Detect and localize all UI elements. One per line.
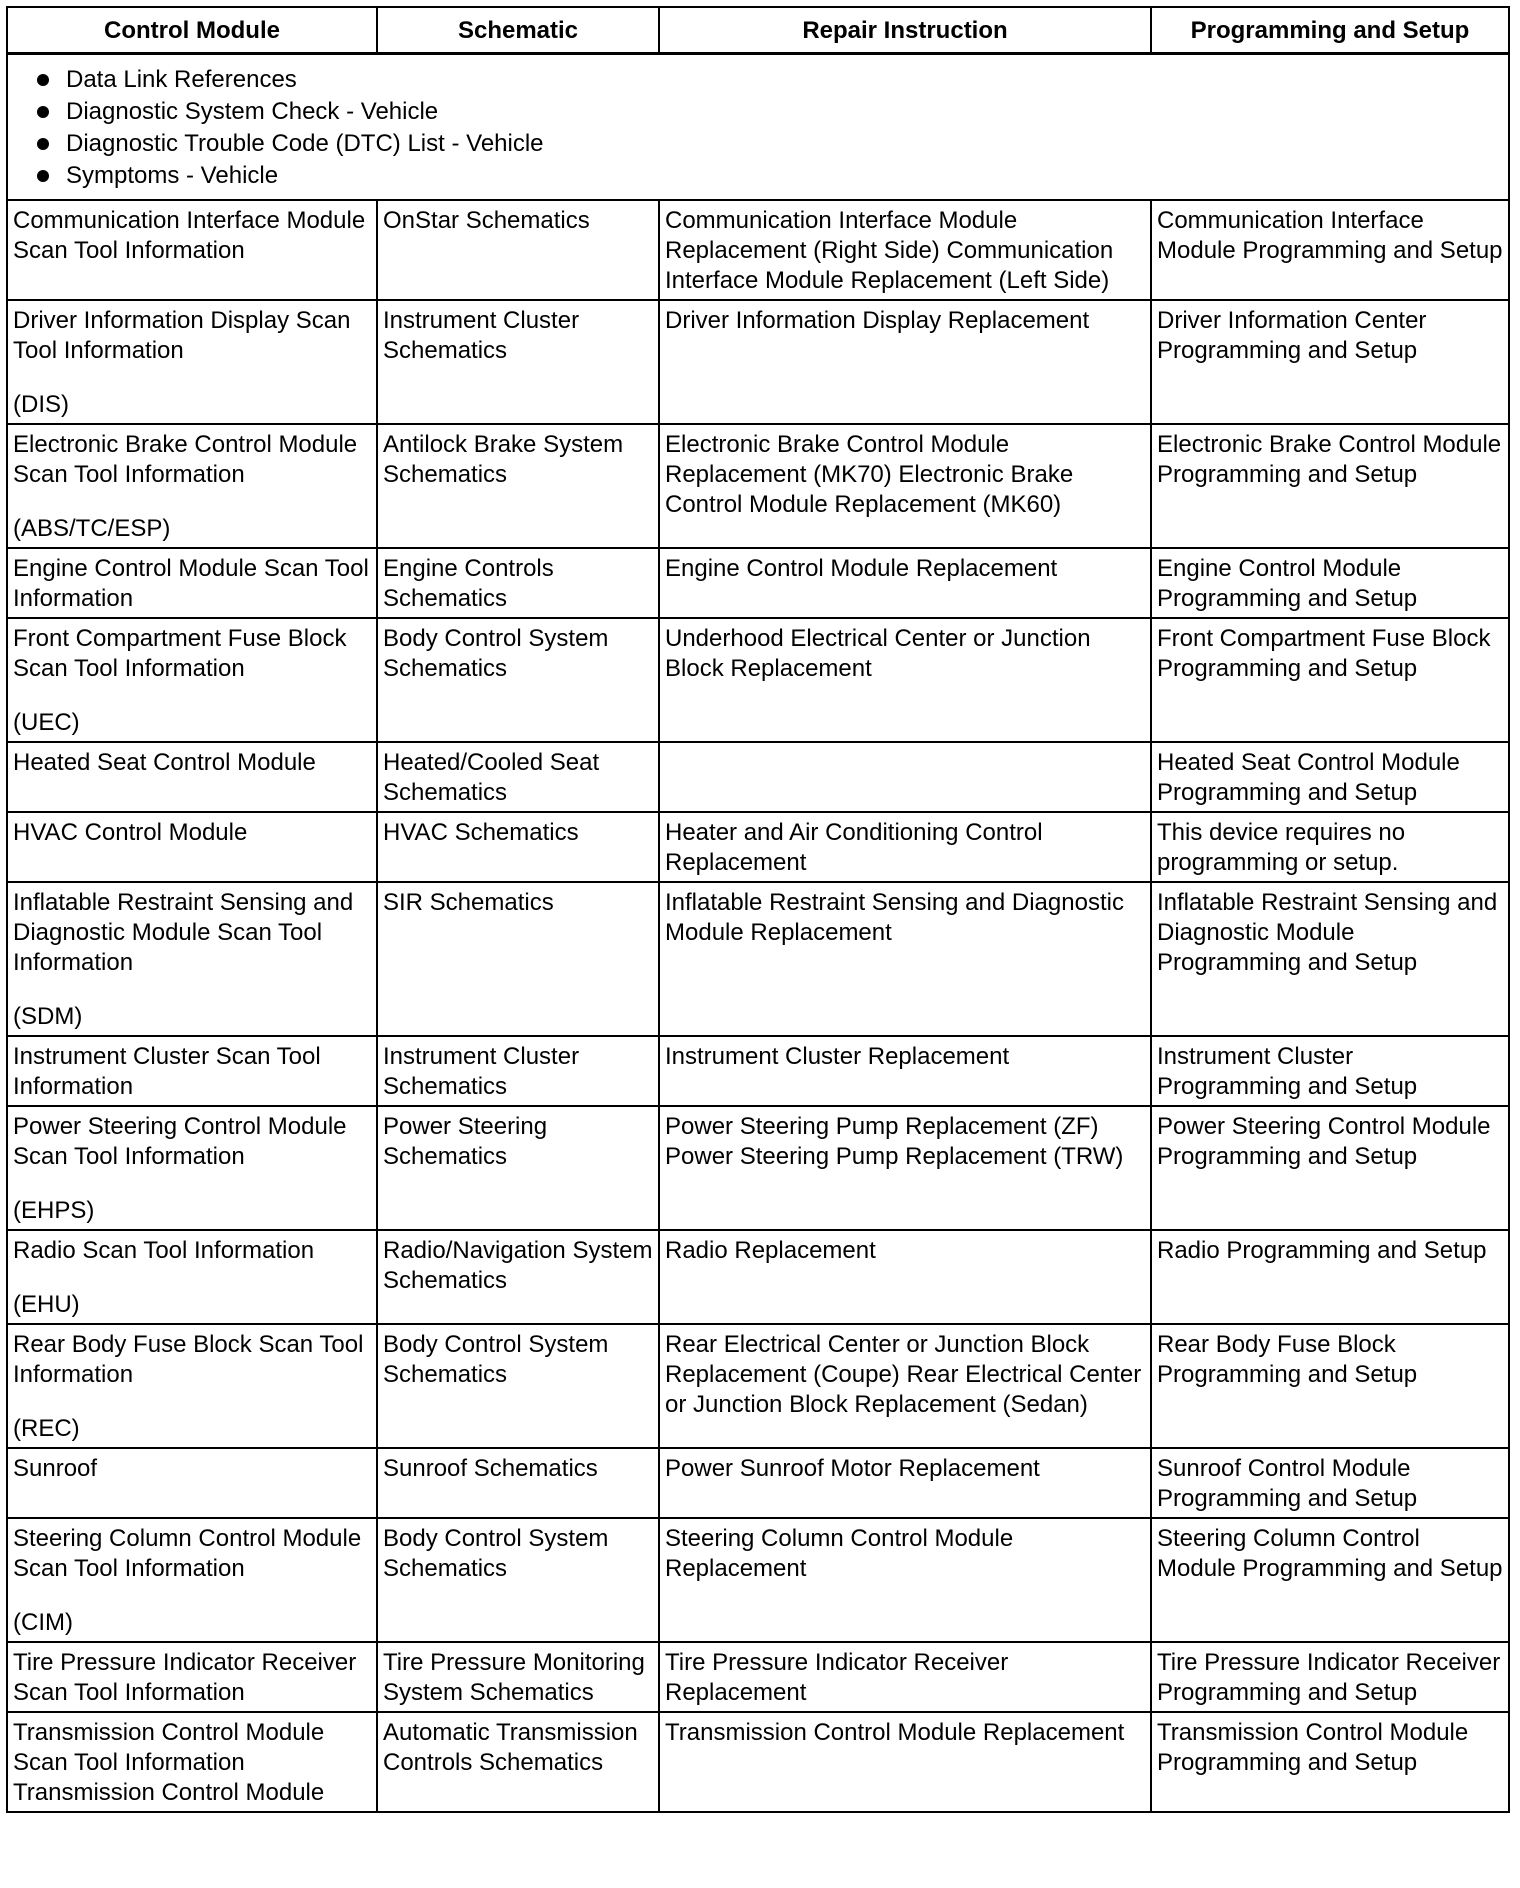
schematic-link[interactable]: Radio/Navigation System Schematics <box>383 1237 653 1294</box>
header-control-module: Control Module <box>7 7 377 54</box>
programming-and-setup-cell <box>1151 882 1509 1036</box>
repair-instruction-cell <box>659 300 1151 424</box>
programming-and-setup-link[interactable]: Inflatable Restraint Sensing and Diagnostic Module Programming and Setup <box>1157 889 1498 976</box>
bullet-icon <box>37 74 49 86</box>
schematic-link[interactable]: Antilock Brake System Schematics <box>383 431 624 488</box>
programming-and-setup-cell <box>1151 1230 1509 1324</box>
control-module-link[interactable]: Driver Information Display Scan Tool Information <box>13 307 351 364</box>
repair-instruction-cell <box>659 424 1151 548</box>
module-abbreviation: (ABS/TC/ESP) <box>13 515 171 542</box>
schematic-cell <box>377 1324 659 1448</box>
repair-instruction-cell <box>659 1036 1151 1106</box>
table-row <box>7 1230 1509 1324</box>
schematic-link[interactable]: Sunroof Schematics <box>383 1455 598 1482</box>
table-row <box>7 812 1509 882</box>
schematic-cell <box>377 200 659 300</box>
module-abbreviation: (EHU) <box>13 1291 80 1318</box>
spacer <box>13 1584 371 1608</box>
header-programming-and-setup: Programming and Setup <box>1151 7 1509 54</box>
schematic-link[interactable]: Power Steering Schematics <box>383 1113 548 1170</box>
schematic-cell <box>377 812 659 882</box>
control-module-cell <box>7 1712 377 1812</box>
control-module-cell <box>7 300 377 424</box>
programming-and-setup-link[interactable]: Radio Programming and Setup <box>1157 1237 1487 1264</box>
repair-instruction-link[interactable]: Rear Electrical Center or Junction Block Replacement (Coupe) Rear Electrical Center or Junction Block Replacement (Sedan) <box>665 1331 1142 1418</box>
control-module-cell <box>7 1448 377 1518</box>
repair-instruction-cell <box>659 1106 1151 1230</box>
control-module-cell <box>7 424 377 548</box>
control-module-link[interactable]: Instrument Cluster Scan Tool Information <box>13 1043 321 1100</box>
programming-and-setup-cell <box>1151 1712 1509 1812</box>
schematic-cell <box>377 1518 659 1642</box>
repair-instruction-link[interactable]: Electronic Brake Control Module Replacement (MK70) Electronic Brake Control Module Replacement (MK60) <box>665 431 1074 518</box>
control-module-cell <box>7 1518 377 1642</box>
schematic-cell <box>377 742 659 812</box>
spacer <box>13 684 371 708</box>
table-row <box>7 1324 1509 1448</box>
control-module-link[interactable]: Inflatable Restraint Sensing and Diagnostic Module Scan Tool Information <box>13 889 354 976</box>
table-row <box>7 548 1509 618</box>
spacer <box>13 490 371 514</box>
repair-instruction-cell <box>659 882 1151 1036</box>
module-abbreviation: (DIS) <box>13 391 69 418</box>
control-module-cell <box>7 1324 377 1448</box>
control-module-link[interactable]: Communication Interface Module Scan Tool Information <box>13 207 366 264</box>
header-repair-instruction: Repair Instruction <box>659 7 1151 54</box>
module-abbreviation: (UEC) <box>13 709 80 736</box>
schematic-cell <box>377 1106 659 1230</box>
repair-instruction-cell <box>659 548 1151 618</box>
schematic-link[interactable]: Instrument Cluster Schematics <box>383 1043 580 1100</box>
reference-item[interactable] <box>31 64 1503 96</box>
spacer <box>13 366 371 390</box>
reference-item[interactable] <box>31 128 1503 160</box>
header-schematic: Schematic <box>377 7 659 54</box>
programming-and-setup-link[interactable]: Heated Seat Control Module Programming and Setup <box>1157 749 1460 806</box>
programming-and-setup-cell <box>1151 742 1509 812</box>
bullet-icon <box>37 170 49 182</box>
repair-instruction-cell <box>659 742 1151 812</box>
reference-link[interactable]: Diagnostic System Check - Vehicle <box>66 98 439 125</box>
programming-and-setup-link[interactable]: Driver Information Center Programming and Setup <box>1157 307 1427 364</box>
table-row <box>7 424 1509 548</box>
programming-and-setup-link[interactable]: Rear Body Fuse Block Programming and Setup <box>1157 1331 1418 1388</box>
table-row <box>7 1106 1509 1230</box>
schematic-link[interactable]: Heated/Cooled Seat Schematics <box>383 749 600 806</box>
control-module-cell <box>7 548 377 618</box>
table-row <box>7 1642 1509 1712</box>
repair-instruction-link[interactable]: Instrument Cluster Replacement <box>665 1043 1010 1070</box>
control-module-cell <box>7 882 377 1036</box>
module-abbreviation: (REC) <box>13 1415 80 1442</box>
table-row <box>7 742 1509 812</box>
programming-and-setup-link[interactable]: Transmission Control Module Programming and Setup <box>1157 1719 1469 1776</box>
repair-instruction-link[interactable]: Power Sunroof Motor Replacement <box>665 1455 1040 1482</box>
table-row <box>7 1518 1509 1642</box>
table-row <box>7 1712 1509 1812</box>
spacer <box>13 1172 371 1196</box>
programming-and-setup-link[interactable]: Sunroof Control Module Programming and Setup <box>1157 1455 1418 1512</box>
programming-and-setup-link[interactable]: Electronic Brake Control Module Programming and Setup <box>1157 431 1502 488</box>
repair-instruction-cell <box>659 812 1151 882</box>
schematic-cell <box>377 300 659 424</box>
table-row <box>7 882 1509 1036</box>
schematic-link[interactable]: Automatic Transmission Controls Schematics <box>383 1719 638 1776</box>
repair-instruction-cell <box>659 1324 1151 1448</box>
repair-instruction-link[interactable]: Power Steering Pump Replacement (ZF) Power Steering Pump Replacement (TRW) <box>665 1113 1124 1170</box>
schematic-link[interactable]: Body Control System Schematics <box>383 625 609 682</box>
schematic-cell <box>377 1036 659 1106</box>
repair-instruction-link[interactable]: Radio Replacement <box>665 1237 876 1264</box>
module-abbreviation: (SDM) <box>13 1003 83 1030</box>
reference-list <box>13 60 1503 196</box>
reference-link[interactable]: Diagnostic Trouble Code (DTC) List - Vehicle <box>66 130 544 157</box>
control-module-link[interactable]: Radio Scan Tool Information <box>13 1237 315 1264</box>
repair-instruction-link[interactable]: Engine Control Module Replacement <box>665 555 1058 582</box>
table-row <box>7 618 1509 742</box>
control-module-link[interactable]: Power Steering Control Module Scan Tool Information <box>13 1113 347 1170</box>
references-cell <box>7 54 1509 201</box>
repair-instruction-cell <box>659 1518 1151 1642</box>
spacer <box>13 978 371 1002</box>
programming-and-setup-cell <box>1151 300 1509 424</box>
control-module-cell <box>7 200 377 300</box>
programming-and-setup-cell <box>1151 1518 1509 1642</box>
repair-instruction-cell <box>659 200 1151 300</box>
programming-and-setup-link[interactable]: Front Compartment Fuse Block Programming and Setup <box>1157 625 1491 682</box>
module-abbreviation: (CIM) <box>13 1609 73 1636</box>
repair-instruction-link[interactable]: Transmission Control Module Replacement <box>665 1719 1125 1746</box>
control-module-link[interactable]: Electronic Brake Control Module Scan Tool Information <box>13 431 358 488</box>
schematic-link[interactable]: Body Control System Schematics <box>383 1331 609 1388</box>
control-module-cell <box>7 1230 377 1324</box>
schematic-link[interactable]: HVAC Schematics <box>383 819 579 846</box>
programming-and-setup-link[interactable]: This device requires no programming or setup. <box>1157 819 1406 876</box>
repair-instruction-link[interactable]: Inflatable Restraint Sensing and Diagnostic Module Replacement <box>665 889 1124 946</box>
repair-instruction-cell <box>659 1448 1151 1518</box>
programming-and-setup-cell <box>1151 812 1509 882</box>
programming-and-setup-link[interactable]: Engine Control Module Programming and Setup <box>1157 555 1418 612</box>
table-row <box>7 300 1509 424</box>
table-row <box>7 200 1509 300</box>
programming-and-setup-link[interactable]: Communication Interface Module Programming and Setup <box>1157 207 1503 264</box>
schematic-cell <box>377 1712 659 1812</box>
schematic-cell <box>377 882 659 1036</box>
reference-link[interactable]: Data Link References <box>66 66 297 93</box>
schematic-link[interactable]: SIR Schematics <box>383 889 554 916</box>
control-module-cell <box>7 1106 377 1230</box>
bullet-icon <box>37 138 49 150</box>
programming-and-setup-cell <box>1151 618 1509 742</box>
module-reference-table <box>6 6 1510 1813</box>
control-module-cell <box>7 742 377 812</box>
schematic-cell <box>377 1230 659 1324</box>
control-module-link[interactable]: Tire Pressure Indicator Receiver Scan Tool Information <box>13 1649 357 1706</box>
programming-and-setup-cell <box>1151 1448 1509 1518</box>
control-module-link[interactable]: HVAC Control Module <box>13 819 248 846</box>
programming-and-setup-link[interactable]: Instrument Cluster Programming and Setup <box>1157 1043 1418 1100</box>
control-module-link[interactable]: Sunroof <box>13 1455 98 1482</box>
repair-instruction-link[interactable]: Tire Pressure Indicator Receiver Replacement <box>665 1649 1009 1706</box>
schematic-cell <box>377 424 659 548</box>
bullet-icon <box>37 106 49 118</box>
programming-and-setup-cell <box>1151 548 1509 618</box>
header-row <box>7 7 1509 54</box>
reference-item[interactable] <box>31 160 1503 192</box>
programming-and-setup-link[interactable]: Steering Column Control Module Programming and Setup <box>1157 1525 1503 1582</box>
programming-and-setup-link[interactable]: Power Steering Control Module Programming and Setup <box>1157 1113 1491 1170</box>
control-module-link[interactable]: Heated Seat Control Module <box>13 749 316 776</box>
control-module-link[interactable]: Steering Column Control Module Scan Tool Information <box>13 1525 362 1582</box>
schematic-link[interactable]: Tire Pressure Monitoring System Schematics <box>383 1649 645 1706</box>
programming-and-setup-cell <box>1151 1324 1509 1448</box>
reference-item[interactable] <box>31 96 1503 128</box>
references-row <box>7 54 1509 201</box>
schematic-cell <box>377 548 659 618</box>
reference-link[interactable]: Symptoms - Vehicle <box>66 162 279 189</box>
repair-instruction-link[interactable]: Communication Interface Module Replacement (Right Side) Communication Interface Module Replacement (Left Side) <box>665 207 1114 294</box>
repair-instruction-cell <box>659 1230 1151 1324</box>
schematic-link[interactable]: Engine Controls Schematics <box>383 555 554 612</box>
repair-instruction-link[interactable]: Steering Column Control Module Replacement <box>665 1525 1014 1582</box>
repair-instruction-cell <box>659 1712 1151 1812</box>
schematic-cell <box>377 1642 659 1712</box>
control-module-cell <box>7 812 377 882</box>
schematic-cell <box>377 618 659 742</box>
repair-instruction-cell <box>659 1642 1151 1712</box>
control-module-link[interactable]: Engine Control Module Scan Tool Information <box>13 555 369 612</box>
schematic-cell <box>377 1448 659 1518</box>
repair-instruction-cell <box>659 618 1151 742</box>
table-row <box>7 1036 1509 1106</box>
programming-and-setup-cell <box>1151 424 1509 548</box>
repair-instruction-link[interactable]: Driver Information Display Replacement <box>665 307 1090 334</box>
control-module-link[interactable]: Front Compartment Fuse Block Scan Tool Information <box>13 625 347 682</box>
spacer <box>13 1266 371 1290</box>
module-abbreviation: (EHPS) <box>13 1197 95 1224</box>
control-module-link[interactable]: Rear Body Fuse Block Scan Tool Information <box>13 1331 364 1388</box>
control-module-link[interactable]: Transmission Control Module Scan Tool Information Transmission Control Module <box>13 1719 325 1806</box>
control-module-cell <box>7 618 377 742</box>
schematic-link[interactable]: Instrument Cluster Schematics <box>383 307 580 364</box>
control-module-cell <box>7 1036 377 1106</box>
control-module-cell <box>7 1642 377 1712</box>
programming-and-setup-cell <box>1151 1642 1509 1712</box>
table-row <box>7 1448 1509 1518</box>
repair-instruction-link[interactable]: Underhood Electrical Center or Junction Block Replacement <box>665 625 1091 682</box>
programming-and-setup-cell <box>1151 1106 1509 1230</box>
schematic-link[interactable]: Body Control System Schematics <box>383 1525 609 1582</box>
schematic-link[interactable]: OnStar Schematics <box>383 207 590 234</box>
programming-and-setup-cell <box>1151 1036 1509 1106</box>
programming-and-setup-link[interactable]: Tire Pressure Indicator Receiver Programming and Setup <box>1157 1649 1501 1706</box>
programming-and-setup-cell <box>1151 200 1509 300</box>
repair-instruction-link[interactable]: Heater and Air Conditioning Control Replacement <box>665 819 1043 876</box>
spacer <box>13 1390 371 1414</box>
